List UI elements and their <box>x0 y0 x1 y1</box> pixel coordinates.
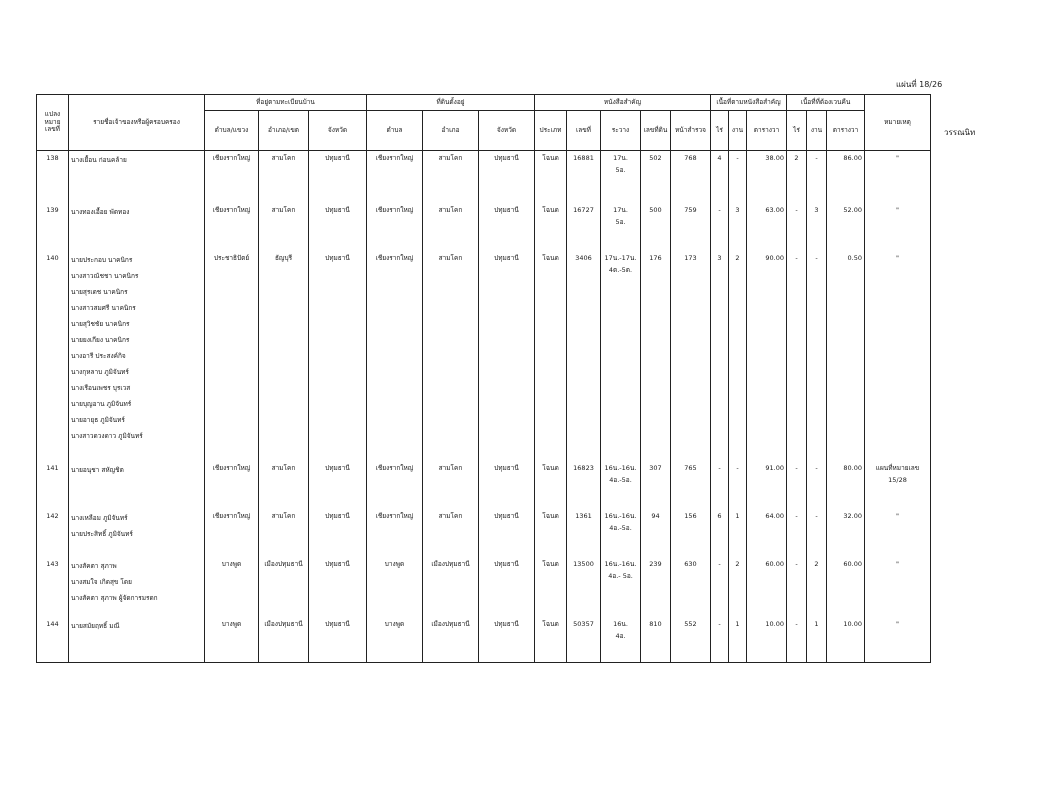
table-row <box>37 557 931 617</box>
owner-names-cell <box>69 251 205 461</box>
header-rai-2: ไร่ <box>787 111 807 151</box>
rai2-cell: - <box>787 509 807 557</box>
rai-cell: 3 <box>711 251 729 461</box>
doc-sheet-cell <box>601 151 641 203</box>
header-owner: รายชื่อเจ้าของหรือผู้ครอบครอง <box>69 95 205 151</box>
rai-cell: 4 <box>711 151 729 203</box>
parcel-cell: 139 <box>37 203 69 251</box>
land-no-cell: 502 <box>641 151 671 203</box>
header-survey-page: หน้าสำรวจ <box>671 111 711 151</box>
sq-wa2-cell: 86.00 <box>827 151 865 203</box>
ngan-cell: - <box>729 151 747 203</box>
page-number: แผ่นที่ 18/26 <box>896 80 943 89</box>
rai2-cell: - <box>787 251 807 461</box>
land-no-cell: 176 <box>641 251 671 461</box>
doc-no-cell: 13500 <box>567 557 601 617</box>
doc-sheet-line: 4อ. <box>615 631 626 640</box>
ngan-cell: 3 <box>729 203 747 251</box>
header-parcel: แปลง หมาย เลขที่ <box>37 95 69 151</box>
doc-type-cell: โฉนด <box>535 617 567 663</box>
domicile-amphoe-cell: ธัญบุรี <box>259 251 309 461</box>
header-doc-sheet: ระวาง <box>601 111 641 151</box>
ngan-cell: - <box>729 461 747 509</box>
owner-names-cell <box>69 509 205 557</box>
land-amphoe-cell: สามโคก <box>423 461 479 509</box>
domicile-province-cell: ปทุมธานี <box>309 461 367 509</box>
header-ngan: งาน <box>729 111 747 151</box>
land-amphoe-cell: สามโคก <box>423 151 479 203</box>
doc-sheet-line: 4อ.- 5อ. <box>608 571 633 580</box>
doc-type-cell: โฉนด <box>535 151 567 203</box>
doc-type-cell: โฉนด <box>535 461 567 509</box>
land-province-cell: ปทุมธานี <box>479 461 535 509</box>
doc-no-cell: 1361 <box>567 509 601 557</box>
survey-page-cell: 765 <box>671 461 711 509</box>
land-tambon-cell: เชียงรากใหญ่ <box>367 203 423 251</box>
rai-cell: 6 <box>711 509 729 557</box>
remark-cell: แผนที่หมายเลข 15/28 <box>865 461 931 509</box>
header-tambon: ตำบล/แขวง <box>205 111 259 151</box>
owner-name: นางสัคตา สุภาพ <box>71 561 117 570</box>
ngan-cell: 1 <box>729 509 747 557</box>
parcel-cell: 138 <box>37 151 69 203</box>
survey-page-cell: 552 <box>671 617 711 663</box>
sq-wa-cell: 38.00 <box>747 151 787 203</box>
header-domicile: ที่อยู่ตามทะเบียนบ้าน <box>205 95 367 111</box>
owner-name: นางสาวณัชชา นาคนิกร <box>71 271 139 280</box>
land-tambon-cell: เชียงรากใหญ่ <box>367 509 423 557</box>
domicile-province-cell: ปทุมธานี <box>309 617 367 663</box>
ngan-cell: 2 <box>729 251 747 461</box>
ngan2-cell: 2 <box>807 557 827 617</box>
header-amphoe: อำเภอ/เขต <box>259 111 309 151</box>
doc-sheet-line: 17น.-17น. <box>604 253 637 262</box>
owner-name: นายอนุชา สหัญชิต <box>71 465 124 474</box>
domicile-province-cell: ปทุมธานี <box>309 151 367 203</box>
doc-type-cell: โฉนด <box>535 203 567 251</box>
sq-wa-cell: 90.00 <box>747 251 787 461</box>
doc-sheet-cell <box>601 461 641 509</box>
header-land-province: จังหวัด <box>479 111 535 151</box>
sq-wa-cell: 64.00 <box>747 509 787 557</box>
survey-page-cell: 630 <box>671 557 711 617</box>
domicile-tambon-cell: บางพูด <box>205 617 259 663</box>
rai2-cell: - <box>787 617 807 663</box>
rai-cell: - <box>711 557 729 617</box>
owner-names-cell <box>69 557 205 617</box>
table-row <box>37 203 931 251</box>
rai2-cell: - <box>787 461 807 509</box>
rai-cell: - <box>711 203 729 251</box>
domicile-tambon-cell: บางพูด <box>205 557 259 617</box>
rai2-cell: - <box>787 203 807 251</box>
land-amphoe-cell: สามโคก <box>423 203 479 251</box>
sq-wa2-cell: 10.00 <box>827 617 865 663</box>
domicile-tambon-cell: เชียงรากใหญ่ <box>205 509 259 557</box>
doc-sheet-cell <box>601 617 641 663</box>
table-row <box>37 461 931 509</box>
land-province-cell: ปทุมธานี <box>479 151 535 203</box>
land-tambon-cell: เชียงรากใหญ่ <box>367 151 423 203</box>
land-province-cell: ปทุมธานี <box>479 617 535 663</box>
owner-name: นายยงเกียง นาคนิกร <box>71 335 130 344</box>
land-province-cell: ปทุมธานี <box>479 203 535 251</box>
sq-wa-cell: 63.00 <box>747 203 787 251</box>
header-land: ที่ดินตั้งอยู่ <box>367 95 535 111</box>
land-amphoe-cell: สามโคก <box>423 251 479 461</box>
doc-sheet-cell <box>601 251 641 461</box>
land-no-cell: 810 <box>641 617 671 663</box>
domicile-tambon-cell: เชียงรากใหญ่ <box>205 203 259 251</box>
doc-sheet-line: 16น. <box>613 619 628 628</box>
header-sq-wa-2: ตารางวา <box>827 111 865 151</box>
survey-page-cell: 768 <box>671 151 711 203</box>
domicile-province-cell: ปทุมธานี <box>309 509 367 557</box>
owner-name: นางเยื้อน ก่อนคล้าย <box>71 156 127 164</box>
domicile-amphoe-cell: สามโคก <box>259 151 309 203</box>
domicile-tambon-cell: เชียงรากใหญ่ <box>205 461 259 509</box>
doc-type-cell: โฉนด <box>535 251 567 461</box>
doc-sheet-cell <box>601 557 641 617</box>
land-no-cell: 500 <box>641 203 671 251</box>
survey-page-cell: 156 <box>671 509 711 557</box>
land-amphoe-cell: สามโคก <box>423 509 479 557</box>
owner-name: นางสมใจ เกิดสุข โดย <box>71 577 132 586</box>
survey-page-cell: 759 <box>671 203 711 251</box>
domicile-province-cell: ปทุมธานี <box>309 251 367 461</box>
remark-cell: " <box>865 557 931 617</box>
sq-wa2-cell: 0.50 <box>827 251 865 461</box>
owner-name: นางสาวดวงดาว ภูมิจันทร์ <box>71 431 143 440</box>
land-no-cell: 239 <box>641 557 671 617</box>
sq-wa2-cell: 32.00 <box>827 509 865 557</box>
land-tambon-cell: เชียงรากใหญ่ <box>367 251 423 461</box>
doc-sheet-cell <box>601 509 641 557</box>
doc-sheet-line: 4ต.-5ต. <box>608 265 633 274</box>
owner-name: นายบุญอาน ภูมิจันทร์ <box>71 399 132 408</box>
domicile-amphoe-cell: สามโคก <box>259 203 309 251</box>
doc-no-cell: 16727 <box>567 203 601 251</box>
ngan2-cell: 1 <box>807 617 827 663</box>
land-tambon-cell: เชียงรากใหญ่ <box>367 461 423 509</box>
doc-sheet-line: 16น.-16น. <box>604 463 637 472</box>
ngan2-cell: - <box>807 151 827 203</box>
land-no-cell: 94 <box>641 509 671 557</box>
expropriation-table <box>36 94 931 663</box>
doc-sheet-line: 5อ. <box>615 217 626 226</box>
remark-cell: " <box>865 203 931 251</box>
sq-wa-cell: 60.00 <box>747 557 787 617</box>
owner-names-cell <box>69 461 205 509</box>
remark-cell: " <box>865 151 931 203</box>
header-doc: หนังสือสำคัญ <box>535 95 711 111</box>
ngan2-cell: - <box>807 509 827 557</box>
ngan-cell: 2 <box>729 557 747 617</box>
doc-sheet-line: 5อ. <box>615 166 626 174</box>
owner-names-cell <box>69 151 205 203</box>
header-remark: หมายเหตุ <box>865 95 931 151</box>
land-province-cell: ปทุมธานี <box>479 251 535 461</box>
owner-name: นายสุรเดช นาคนิกร <box>71 287 128 296</box>
owner-name: นายประกอบ นาคนิกร <box>71 255 133 264</box>
sq-wa2-cell: 60.00 <box>827 557 865 617</box>
doc-no-cell: 16881 <box>567 151 601 203</box>
survey-page-cell: 173 <box>671 251 711 461</box>
land-province-cell: ปทุมธานี <box>479 557 535 617</box>
remark-cell: " <box>865 509 931 557</box>
table-row <box>37 251 931 461</box>
rai-cell: - <box>711 461 729 509</box>
ngan2-cell: - <box>807 251 827 461</box>
table-row <box>37 617 931 663</box>
sq-wa2-cell: 80.00 <box>827 461 865 509</box>
parcel-cell: 141 <box>37 461 69 509</box>
header-province: จังหวัด <box>309 111 367 151</box>
doc-type-cell: โฉนด <box>535 557 567 617</box>
doc-sheet-line: 16น.-16น. <box>604 559 637 568</box>
header-doc-area: เนื้อที่ตามหนังสือสำคัญ <box>711 95 787 111</box>
rai2-cell: 2 <box>787 151 807 203</box>
owner-name: นางทองเอื้อย พัดทอง <box>71 207 130 216</box>
header-land-no: เลขที่ดิน <box>641 111 671 151</box>
owner-name: นางอารี ประสงค์กิจ <box>71 351 126 360</box>
land-no-cell: 307 <box>641 461 671 509</box>
header-doc-type: ประเภท <box>535 111 567 151</box>
doc-sheet-line: 4อ.-5อ. <box>609 523 632 532</box>
ngan-cell: 1 <box>729 617 747 663</box>
owner-name: นายประสิทธิ์ ภูมิจันทร์ <box>71 529 133 538</box>
doc-no-cell: 16823 <box>567 461 601 509</box>
domicile-tambon-cell: เชียงรากใหญ่ <box>205 151 259 203</box>
domicile-amphoe-cell: สามโคก <box>259 461 309 509</box>
doc-sheet-line: 17น. <box>613 154 628 162</box>
domicile-province-cell: ปทุมธานี <box>309 203 367 251</box>
header-doc-no: เลขที่ <box>567 111 601 151</box>
parcel-cell: 144 <box>37 617 69 663</box>
ngan2-cell: 3 <box>807 203 827 251</box>
header-sq-wa: ตารางวา <box>747 111 787 151</box>
doc-sheet-cell <box>601 203 641 251</box>
doc-sheet-line: 16น.-16น. <box>604 511 637 520</box>
land-tambon-cell: บางพูด <box>367 617 423 663</box>
doc-sheet-line: 17น. <box>613 205 628 214</box>
parcel-cell: 143 <box>37 557 69 617</box>
ngan2-cell: - <box>807 461 827 509</box>
owner-name: นางสาวสมศรี นาคนิกร <box>71 303 136 312</box>
doc-sheet-line: 4อ.-5อ. <box>609 475 632 484</box>
owner-names-cell <box>69 617 205 663</box>
land-amphoe-cell: เมืองปทุมธานี <box>423 617 479 663</box>
owner-name: นางกุหลาบ ภูมิจันทร์ <box>71 367 129 376</box>
header-expropriated-area: เนื้อที่ที่ต้องเวนคืน <box>787 95 865 111</box>
owner-name: นายสุวิชชัย นาคนิกร <box>71 319 130 328</box>
owner-names-cell <box>69 203 205 251</box>
domicile-amphoe-cell: สามโคก <box>259 509 309 557</box>
side-note: วรรณนิท <box>944 128 976 137</box>
owner-name: นางเรือนเพชร บุรเวส <box>71 383 131 392</box>
domicile-amphoe-cell: เมืองปทุมธานี <box>259 557 309 617</box>
sq-wa2-cell: 52.00 <box>827 203 865 251</box>
domicile-amphoe-cell: เมืองปทุมธานี <box>259 617 309 663</box>
rai2-cell: - <box>787 557 807 617</box>
land-tambon-cell: บางพูด <box>367 557 423 617</box>
domicile-province-cell: ปทุมธานี <box>309 557 367 617</box>
sq-wa-cell: 91.00 <box>747 461 787 509</box>
parcel-cell: 142 <box>37 509 69 557</box>
header-land-amphoe: อำเภอ <box>423 111 479 151</box>
doc-no-cell: 50357 <box>567 617 601 663</box>
owner-name: นางสัคตา สุภาพ ผู้จัดการมรดก <box>71 593 158 602</box>
land-amphoe-cell: เมืองปทุมธานี <box>423 557 479 617</box>
owner-name: นายอายุธ ภูมิจันทร์ <box>71 415 125 424</box>
remark-cell: " <box>865 617 931 663</box>
owner-name: นายสมัยฤทธิ์ มณี <box>71 621 120 630</box>
doc-no-cell: 3406 <box>567 251 601 461</box>
header-rai: ไร่ <box>711 111 729 151</box>
header-land-tambon: ตำบล <box>367 111 423 151</box>
rai-cell: - <box>711 617 729 663</box>
header-ngan-2: งาน <box>807 111 827 151</box>
sq-wa-cell: 10.00 <box>747 617 787 663</box>
domicile-tambon-cell: ประชาธิปัตย์ <box>205 251 259 461</box>
table-row <box>37 151 931 203</box>
parcel-cell: 140 <box>37 251 69 461</box>
land-province-cell: ปทุมธานี <box>479 509 535 557</box>
owner-name: นางเหลือม ภูมิจันทร์ <box>71 513 128 522</box>
remark-cell: " <box>865 251 931 461</box>
table-row <box>37 509 931 557</box>
doc-type-cell: โฉนด <box>535 509 567 557</box>
